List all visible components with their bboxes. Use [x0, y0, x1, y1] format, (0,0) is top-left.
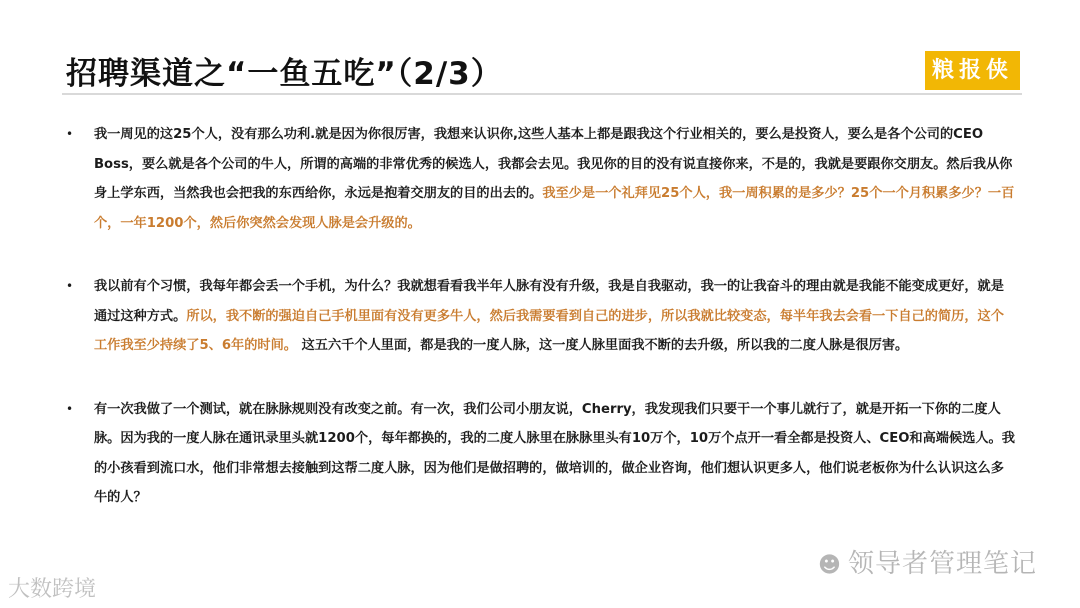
page-title: 招聘渠道之“一鱼五吃”（2/3）: [66, 56, 503, 92]
wechat-icon: ☻: [818, 553, 842, 578]
paragraph-text: 我一周见的这25个人，没有那么功利.就是因为你很厉害，我想来认识你,这些人基本上都是跟我这个行业相关的，要么是投资人，要么是各个公司的CEO Boss，要么就是各个公司的牛人，所谓的高端的非常优秀的候选人，我都会去见。我见你的目的没有说直接你来，不是的，我就是要跟你交朋友。然后我从你身上学东西，当然我也会把我的东西给你，永远是抱着交朋友的目的出去的。: [94, 127, 1013, 201]
watermark-left: [8, 572, 96, 603]
bullet-icon: •: [66, 127, 74, 141]
watermark-left-text: 大数跨境: [8, 577, 97, 602]
bullet-list: [66, 120, 1016, 547]
highlight-text: 我至少是一个礼拜见25个人，我一周积累的是多少？25个一个月积累多少？一百个，一年1200个，然后你突然会发现人脉是会升级的。: [94, 186, 1015, 231]
bullet-item-3: [66, 395, 1016, 513]
paragraph-1: [94, 120, 1016, 238]
bullet-item-2: [66, 272, 1016, 361]
paragraph-2: [94, 272, 1016, 361]
paragraph-3: [94, 395, 1016, 513]
watermark-right-text: 领导者管理笔记: [847, 549, 1037, 579]
brand-logo: 粮报侠: [925, 51, 1020, 90]
bullet-item-1: [66, 120, 1016, 238]
bullet-icon: •: [66, 279, 74, 293]
title-divider: [62, 93, 1022, 95]
watermark-right: [818, 543, 1037, 580]
bullet-icon: •: [66, 401, 74, 416]
paragraph-text: 我以前有个习惯，我每年都会丢一个手机，为什么？我就想看看我半年人脉有没有升级，我是自我驱动，我一的让我奋斗的理由就是我能不能变成更好，就是通过这种方式。: [94, 279, 1004, 324]
paragraph-after: 这五六千个人里面，都是我的一度人脉，这一度人脉里面我不断的去升级，所以我的二度人脉是很厉害。: [296, 338, 909, 353]
highlight-text: 所以，我不断的强迫自己手机里面有没有更多牛人，然后我需要看到自己的进步，所以我就比较变态，每半年我去会看一下自己的简历，这个工作我至少持续了5、6年的时间。: [94, 308, 1004, 353]
paragraph-text: 有一次我做了一个测试，就在脉脉规则没有改变之前。有一次，我们公司小朋友说，Cherry，我发现我们只要干一个事儿就行了，就是开拓一下你的二度人脉。因为我的一度人脉在通讯录里头就1200个，每年都换的，我的二度人脉里在脉脉里头有10万个，10万个点开一看全都是投资人、CEO和高端候选人。我的小孩看到流口水，他们非常想去接触到这帮二度人脉，因为他们是做招聘的，做培训的，做企业咨询，他们想认识更多人，他们说老板你为什么认识这么多牛的人？: [94, 401, 1015, 505]
